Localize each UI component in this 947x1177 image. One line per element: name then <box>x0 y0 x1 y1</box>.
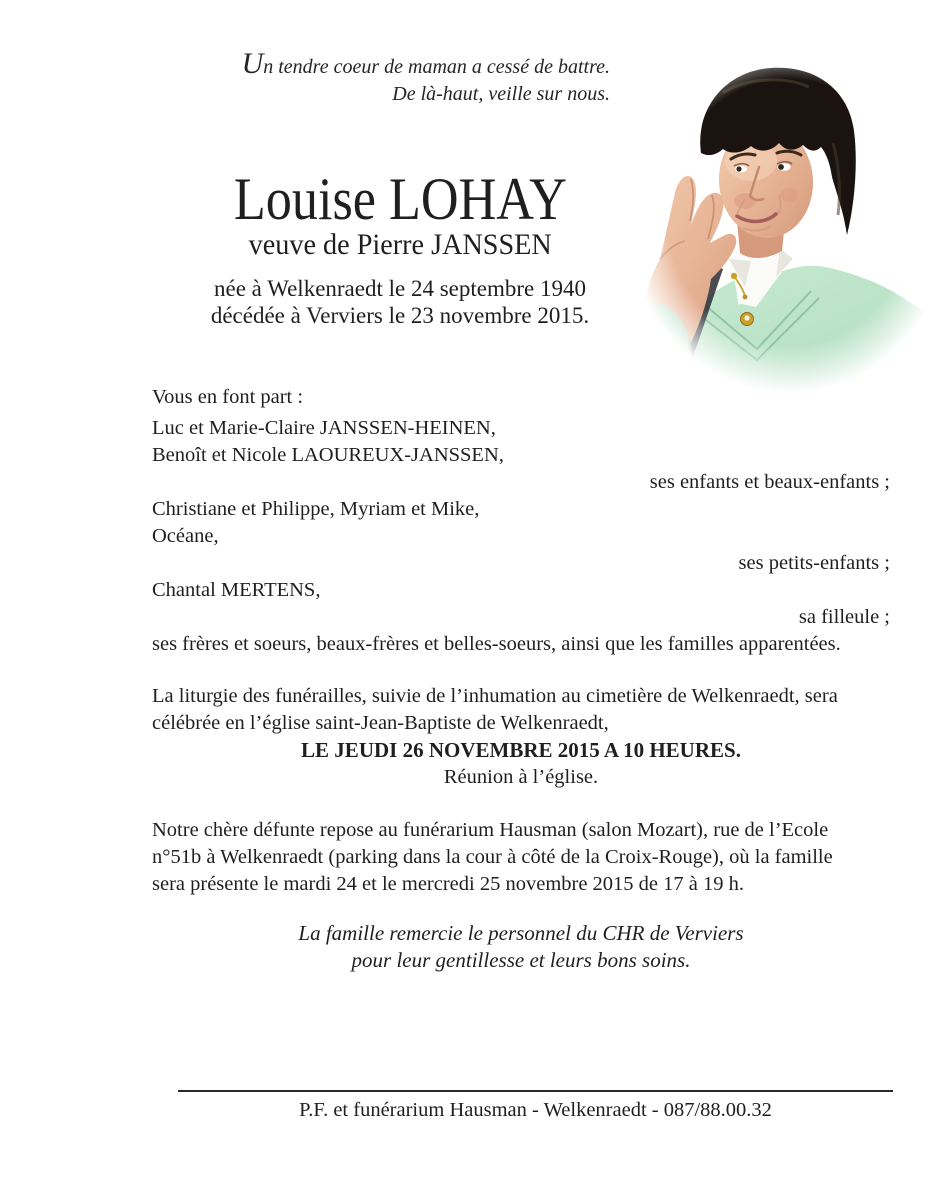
announcer-line: Chantal MERTENS, <box>152 579 321 601</box>
epigraph-initial: U <box>241 47 264 80</box>
deceased-name: Louise LOHAY <box>233 166 567 232</box>
portrait-photo <box>633 53 945 393</box>
thanks-line-2: pour leur gentillesse et leurs bons soins. <box>351 948 691 972</box>
thanks-line-1: La famille remercie le personnel du CHR de Verviers <box>298 921 744 945</box>
visitation-line-2: n°51b à Welkenraedt (parking dans la cour à côté de la Croix-Rouge), où la famille <box>152 846 833 868</box>
role-line-grandchildren: ses petits-enfants ; <box>738 552 890 574</box>
ceremony-meeting: Réunion à l’église. <box>443 766 599 788</box>
announcer-group-grandchildren <box>152 496 890 550</box>
header <box>155 166 645 329</box>
footer-divider <box>178 1090 893 1092</box>
death-line: décédée à Verviers le 23 novembre 2015. <box>210 303 590 328</box>
visitation-line-3: sera présente le mardi 24 et le mercredi 25 novembre 2015 de 17 à 19 h. <box>152 873 745 895</box>
visitation-paragraph <box>152 817 890 898</box>
announcer-group-goddaughter <box>152 577 890 604</box>
liturgy-line-2: célébrée en l’église saint-Jean-Baptiste de Welkenraedt, <box>152 712 609 734</box>
announcer-group-children <box>152 415 890 469</box>
families-line: ses frères et soeurs, beaux-frères et belles-soeurs, ainsi que les familles apparentées. <box>152 633 841 655</box>
epigraph <box>200 47 610 108</box>
thanks-paragraph <box>152 920 890 974</box>
footer-funeral-home: P.F. et funérarium Hausman - Welkenraedt - 087/88.00.32 <box>299 1099 772 1121</box>
announcement-body <box>152 384 890 974</box>
liturgy-paragraph <box>152 683 890 737</box>
birth-line: née à Welkenraedt le 24 septembre 1940 <box>214 276 586 301</box>
announcer-line: Luc et Marie-Claire JANSSEN-HEINEN, <box>152 417 496 439</box>
life-dates <box>155 275 645 329</box>
announcement-intro: Vous en font part : <box>152 386 304 408</box>
epigraph-line-2: De là-haut, veille sur nous. <box>392 83 610 105</box>
role-line-children: ses enfants et beaux-enfants ; <box>649 471 890 493</box>
liturgy-line-1: La liturgie des funérailles, suivie de l’inhumation au cimetière de Welkenraedt, sera <box>152 685 838 707</box>
announcer-line: Océane, <box>152 525 219 547</box>
epigraph-line-1 <box>200 47 610 81</box>
announcer-line: Benoît et Nicole LAOUREUX-JANSSEN, <box>152 444 504 466</box>
announcer-line: Christiane et Philippe, Myriam et Mike, <box>152 498 480 520</box>
deceased-relation: veuve de Pierre JANSSEN <box>248 228 552 261</box>
ceremony-datetime: LE JEUDI 26 NOVEMBRE 2015 A 10 HEURES. <box>301 738 741 762</box>
role-line-goddaughter: sa filleule ; <box>798 606 890 628</box>
epigraph-line-1-text: n tendre coeur de maman a cessé de battre. <box>263 56 610 78</box>
visitation-line-1: Notre chère défunte repose au funérarium Hausman (salon Mozart), rue de l’Ecole <box>152 819 829 841</box>
